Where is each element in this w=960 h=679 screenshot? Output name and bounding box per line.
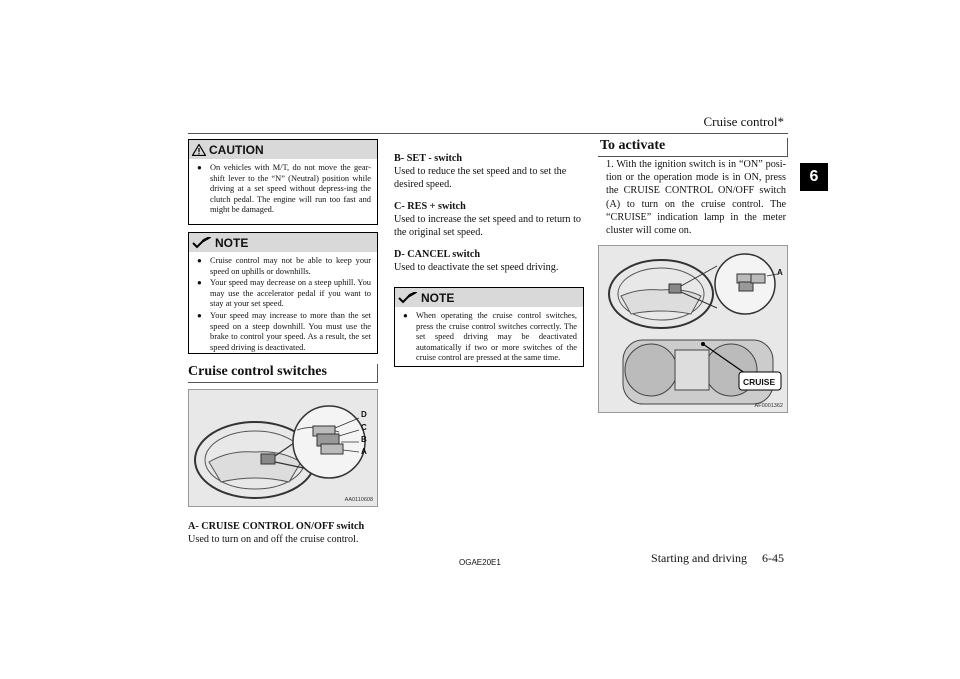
- warning-icon: [192, 144, 206, 156]
- header-rule: [188, 133, 788, 134]
- switch-c-term: C- RES + switch: [394, 201, 466, 212]
- section-underline-activate: [598, 156, 788, 157]
- page-header-title: Cruise control*: [703, 114, 784, 129]
- note-pencil-icon: [398, 292, 418, 304]
- activate-figure: [598, 245, 788, 413]
- section-title-activate: To activate: [600, 138, 666, 153]
- activate-step-1: 1. With the ignition switch is in “ON” posi-tion or the operation mode is in ON, press the CRUISE CONTROL ON/OFF switch (A) to turn on the cruise control. The “CRUISE” indication lamp in the meter cluster will come on.: [606, 159, 786, 237]
- note-heading: [189, 233, 377, 252]
- switch-b-desc: Used to reduce the set speed and to set the desired speed.: [394, 166, 567, 190]
- note-heading-text-2: NOTE: [421, 290, 455, 305]
- note-heading-2: [395, 288, 583, 307]
- section-underline: [188, 382, 378, 383]
- figure-label-a: A: [361, 447, 367, 456]
- footer-page: Starting and driving 6-45: [651, 551, 784, 565]
- switch-a-term: A- CRUISE CONTROL ON/OFF switch: [188, 521, 365, 532]
- steering-switch-figure: [188, 389, 378, 507]
- note-box: [188, 232, 378, 354]
- switch-c-entry: [394, 200, 586, 239]
- chapter-tab: 6: [800, 163, 828, 191]
- switch-d-term: D- CANCEL switch: [394, 249, 481, 260]
- figure-label-b: B: [361, 435, 367, 444]
- switch-a-desc: Used to turn on and off the cruise control.: [188, 534, 359, 545]
- caution-box: [188, 139, 378, 225]
- note-heading-text: NOTE: [215, 235, 249, 250]
- figure-label-a: A: [777, 268, 783, 277]
- cruise-indicator-lamp: CRUISE: [743, 377, 776, 387]
- figure-label-d: D: [361, 410, 367, 419]
- note-item: ● Your speed may decrease on a steep uphill. You may use the accelerator pedal if you want to stay at your set speed.: [197, 278, 371, 310]
- figure-label-c: C: [361, 423, 367, 432]
- switch-b-entry: [394, 152, 584, 191]
- section-title-switches: Cruise control switches: [188, 364, 327, 379]
- section-sideline: [377, 364, 378, 383]
- switch-b-term: B- SET - switch: [394, 153, 463, 164]
- switch-d-entry: [394, 248, 586, 274]
- steering-wheel-illustration: [189, 390, 377, 506]
- steering-and-meter-illustration: [599, 246, 787, 412]
- note-item: ● Your speed may increase to more than the set speed on a steep downhill. You must use the brake to control your speed. As a result, the set speed driving is deactivated.: [197, 311, 371, 353]
- note-pencil-icon: [192, 237, 212, 249]
- section-sideline-activate: [787, 138, 788, 157]
- switch-c-desc: Used to increase the set speed and to return to the original set speed.: [394, 214, 581, 238]
- switch-d-desc: Used to deactivate the set speed driving.: [394, 262, 559, 273]
- figure-id: AA0110608: [344, 497, 373, 503]
- caution-heading-text: CAUTION: [209, 142, 264, 157]
- caution-heading: [189, 140, 377, 159]
- caution-item: ● On vehicles with M/T, do not move the gear-shift lever to the “N” (Neutral) position while driving at a set speed without depress-ing the clutch pedal. The engine will run too fast and might be damaged.: [197, 163, 371, 216]
- switch-a-entry: [188, 520, 388, 546]
- footer-code: OGAE20E1: [459, 558, 501, 567]
- note-item: ● When operating the cruise control switches, press the cruise control switches correctly. The set speed driving may be deactivated automatically if two or more switches of the cruise control are pressed at the same time.: [403, 311, 577, 364]
- note-item: ● Cruise control may not be able to keep your speed on uphills or downhills.: [197, 256, 371, 277]
- figure-id: AF0001362: [754, 403, 783, 409]
- note-box-2: [394, 287, 584, 367]
